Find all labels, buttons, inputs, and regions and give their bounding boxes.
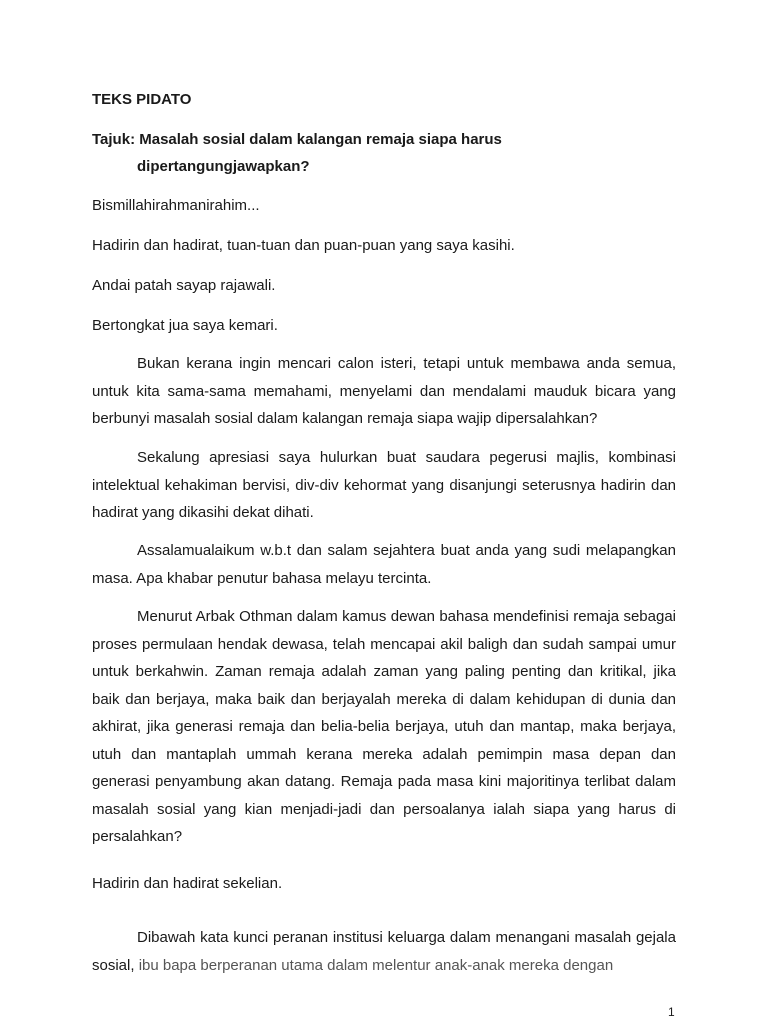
document-heading: TEKS PIDATO (92, 91, 192, 108)
paragraph-5 (92, 924, 676, 979)
paragraph-5-faded: ibu bapa berperanan utama dalam melentur anak-anak mereka dengan (138, 956, 614, 974)
address-line: Hadirin dan hadirat sekelian. (92, 875, 283, 892)
paragraph-3 (92, 537, 676, 592)
page-number: 1 (668, 1005, 675, 1019)
title-line-1: Tajuk: Masalah sosial dalam kalangan remaja siapa harus (92, 131, 502, 148)
paragraph-3-text: Assalamualaikum w.b.t dan salam sejahtera buat anda yang sudi melapangkan masa. Apa khabar penutur bahasa melayu tercinta. (92, 542, 676, 587)
greeting-line: Hadirin dan hadirat, tuan-tuan dan puan-puan yang saya kasihi. (92, 237, 515, 254)
paragraph-5-text (92, 924, 676, 979)
opening-line: Bismillahirahmanirahim... (92, 197, 260, 214)
paragraph-4 (92, 603, 676, 851)
paragraph-2 (92, 444, 676, 527)
paragraph-1 (92, 350, 676, 433)
paragraph-4-text: Menurut Arbak Othman dalam kamus dewan bahasa mendefinisi remaja sebagai proses permulaan hendak dewasa, telah mencapai akil baligh dan sudah sampai umur untuk berkahwin. Zaman remaja adalah zaman yang paling penting dan kritikal, jika baik dan berjaya, maka baik dan berjayalah mereka di dalam kehidupan di dunia dan akhirat, jika generasi remaja dan belia-belia berjaya, utuh dan mantap, maka berjaya, utuh dan mantaplah ummah kerana mereka adalah pemimpin masa depan dan generasi penyambung akan datang. Remaja pada masa kini majoritinya terlibat dalam masalah sosial yang kian menjadi-jadi dan persoalanya ialah siapa yang harus di persalahkan? (92, 608, 676, 845)
paragraph-5-start: Dibawah kata kunci peranan institusi keluarga dalam menangani masalah gejala sosial, (92, 929, 676, 974)
title-line-2: dipertangungjawapkan? (137, 158, 310, 175)
pantun-line-2: Bertongkat jua saya kemari. (92, 317, 278, 334)
paragraph-2-text: Sekalung apresiasi saya hulurkan buat saudara pegerusi majlis, kombinasi intelektual kehakiman bervisi, div-div kehormat yang disanjungi seterusnya hadirin dan hadirat yang dikasihi dekat dihati. (92, 449, 676, 521)
paragraph-1-text: Bukan kerana ingin mencari calon isteri, tetapi untuk membawa anda semua, untuk kita sama-sama memahami, menyelami dan mendalami mauduk bicara yang berbunyi masalah sosial dalam kalangan remaja siapa wajip dipersalahkan? (92, 355, 676, 427)
pantun-line-1: Andai patah sayap rajawali. (92, 277, 276, 294)
